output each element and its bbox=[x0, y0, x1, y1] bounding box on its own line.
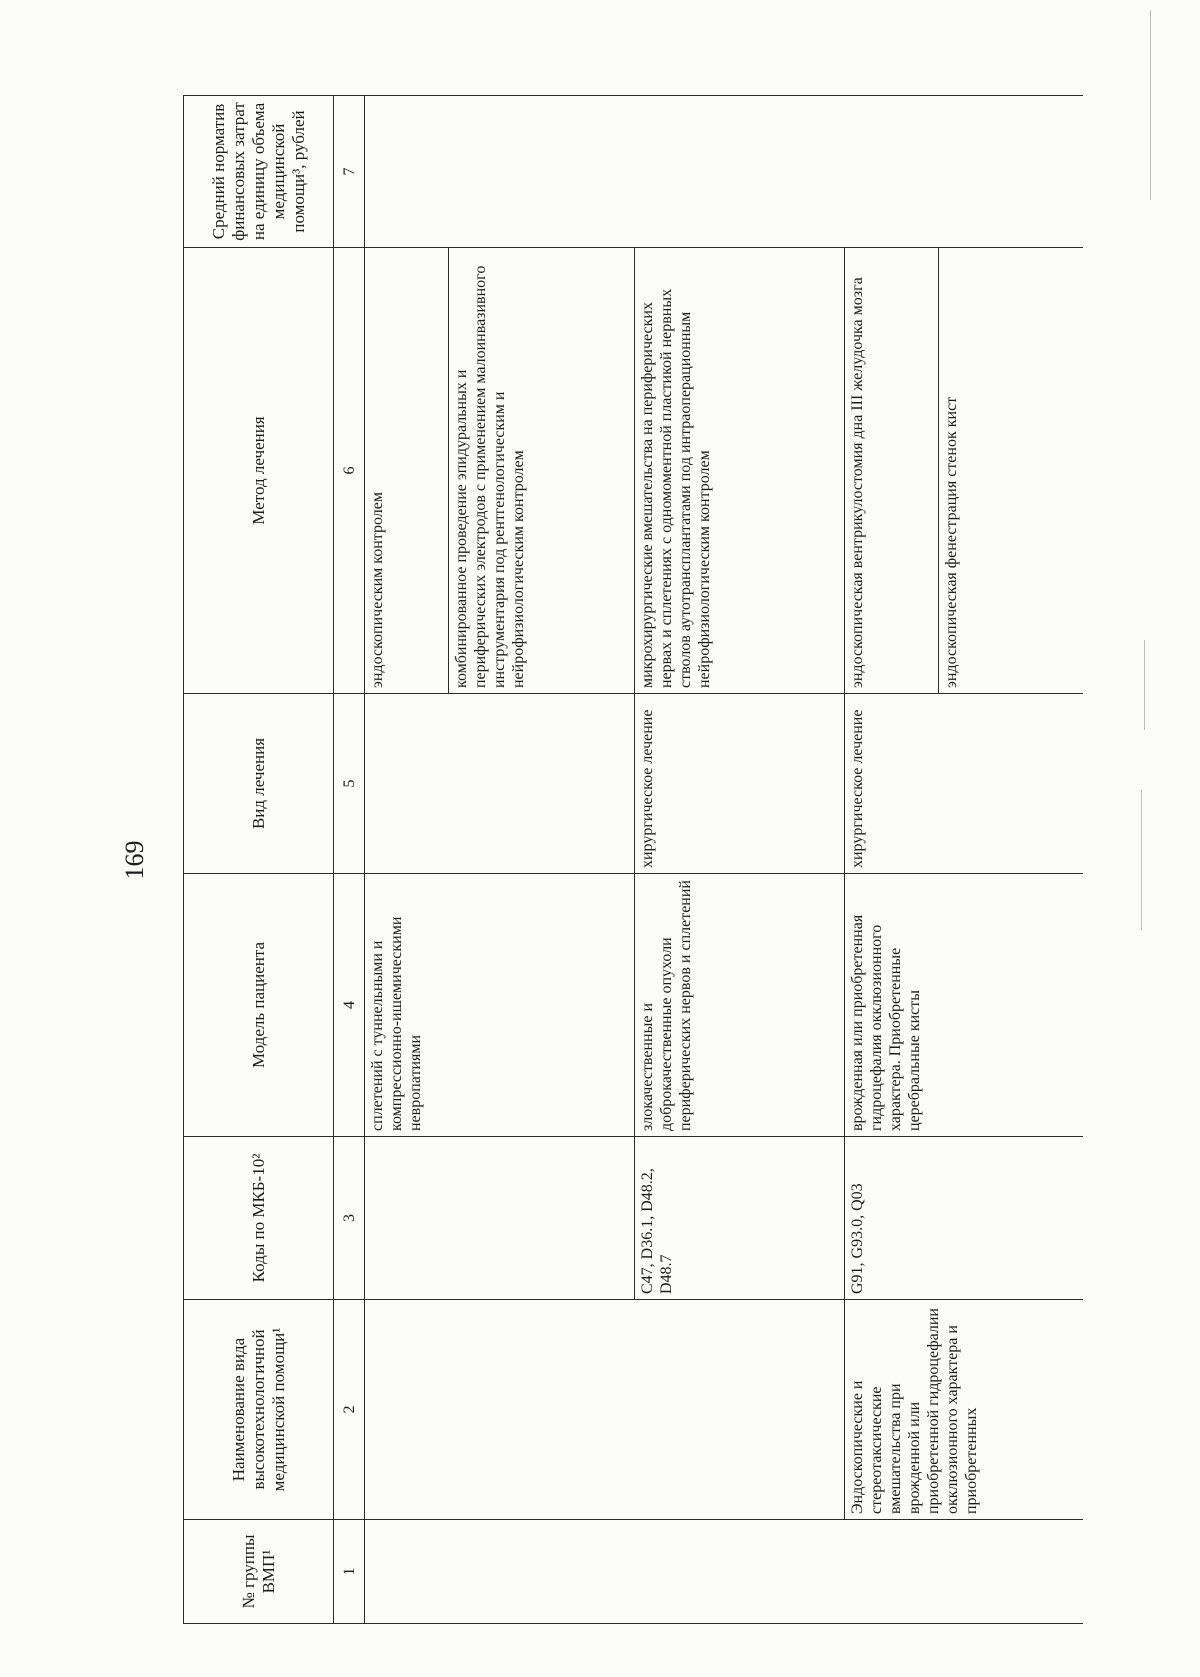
patient-model-cell: злокачественные и доброкачественные опухоли периферических нервов и сплетений bbox=[635, 874, 845, 1137]
rotated-table-wrapper bbox=[183, 96, 1200, 1609]
table-row bbox=[635, 96, 845, 1624]
vmp-table bbox=[183, 95, 1083, 1624]
column-number: 1 bbox=[334, 1520, 365, 1624]
column-number: 7 bbox=[334, 96, 365, 248]
header-patient-model: Модель пациента bbox=[184, 874, 334, 1137]
method-text: комбинированное проведение эпидуральных и периферических электродов с применением малоинвазивного инструментария под рентгенологическим и нейрофизиологическим контролем bbox=[448, 248, 531, 693]
table-row bbox=[365, 96, 635, 1624]
method-text: эндоскопическим контролем bbox=[369, 492, 386, 688]
table-row bbox=[845, 96, 1084, 1624]
treatment-type-cell bbox=[365, 694, 635, 874]
method-text: эндоскопическая вентрикулостомия дна III желудочка мозга bbox=[849, 277, 866, 688]
treatment-type-cell: хирургическое лечение bbox=[635, 694, 845, 874]
page-number: 169 bbox=[120, 840, 149, 880]
treatment-method-cell: микрохирургические вмешательства на периферических нервах и сплетениях с одномоментной пластикой нервных стволов аутотрансплантатами под интраоперационным нейрофизиологическим контролем bbox=[635, 248, 845, 694]
patient-model-cell: сплетений с туннельными и компрессионно-ишемическими невропатиями bbox=[365, 874, 635, 1137]
group-number-cell bbox=[365, 1520, 1084, 1624]
header-treatment-type: Вид лечения bbox=[184, 694, 334, 874]
vmp-name-cell: Эндоскопические и стереотаксические вмешательства при врожденной или приобретенной гидроцефалии окклюзионного характера и приобретенных bbox=[845, 1300, 1084, 1520]
vmp-name-cell bbox=[635, 1300, 845, 1520]
method-text: эндоскопическая фенестрация стенок кист bbox=[938, 248, 964, 693]
treatment-type-cell: хирургическое лечение bbox=[845, 694, 1084, 874]
header-treatment-method: Метод лечения bbox=[184, 248, 334, 694]
header-icd-codes: Коды по МКБ-10² bbox=[184, 1137, 334, 1300]
icd-codes-cell bbox=[365, 1137, 635, 1300]
table-header-row bbox=[184, 96, 334, 1624]
vmp-name-cell bbox=[365, 1300, 635, 1520]
header-cost-norm: Средний норматив финансовых затрат на единицу объема медицинской помощи³, рублей bbox=[184, 96, 334, 248]
header-vmp-name: Наименование вида высокотехнологичной медицинской помощи¹ bbox=[184, 1300, 334, 1520]
treatment-method-cell bbox=[365, 248, 635, 694]
patient-model-cell: врожденная или приобретенная гидроцефалия окклюзионного характера. Приобретенные церебральные кисты bbox=[845, 874, 1084, 1137]
cost-norm-cell bbox=[365, 96, 1084, 248]
treatment-method-cell bbox=[845, 248, 1084, 694]
column-number-row bbox=[334, 96, 365, 1624]
column-number: 4 bbox=[334, 874, 365, 1137]
icd-codes-cell: G91, G93.0, Q03 bbox=[845, 1137, 1084, 1300]
icd-codes-cell: C47, D36.1, D48.2, D48.7 bbox=[635, 1137, 845, 1300]
column-number: 6 bbox=[334, 248, 365, 694]
column-number: 2 bbox=[334, 1300, 365, 1520]
column-number: 5 bbox=[334, 694, 365, 874]
header-group-number: № группы ВМП¹ bbox=[184, 1520, 334, 1624]
column-number: 3 bbox=[334, 1137, 365, 1300]
